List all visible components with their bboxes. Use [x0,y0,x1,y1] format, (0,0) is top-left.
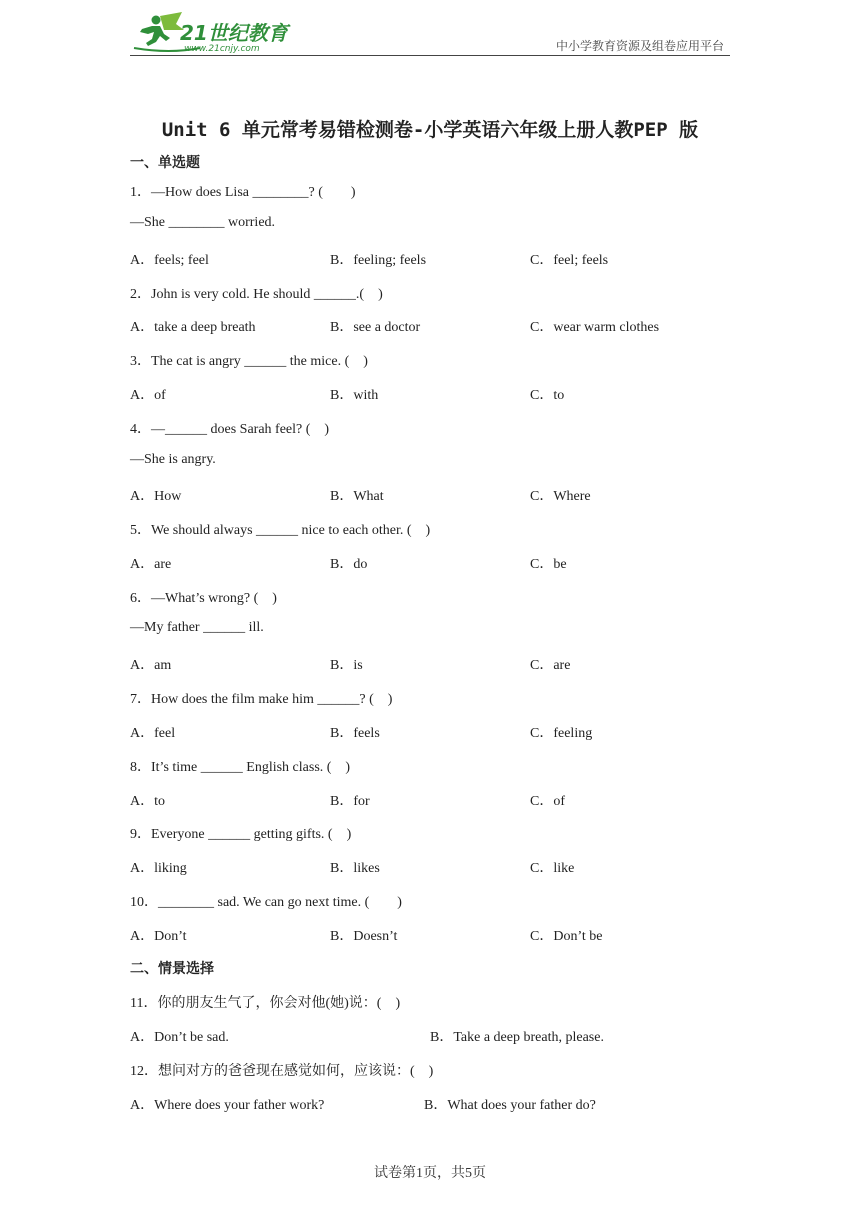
page-title: Unit 6 单元常考易错检测卷-小学英语六年级上册人教PEP 版 [161,119,699,141]
question-prompt: 5．We should always ______ nice to each other. ( ) [130,523,431,538]
option-c: C．of [530,794,565,809]
option-c: C．wear warm clothes [530,320,660,335]
option-b: B．Take a deep breath, please. [430,1030,604,1045]
option-c: C．feel; feels [530,253,609,268]
option-b: B．is [330,658,363,673]
option-c: C．Where [530,489,591,504]
option-c: C．be [530,557,567,572]
question-prompt: 7．How does the film make him ______? ( ) [130,692,393,707]
option-b: B．for [330,794,370,809]
page-footer: 试卷第1页，共5页 [374,1166,486,1181]
option-c: C．feeling [530,726,593,741]
question-subline: —She ________ worried. [130,215,276,230]
option-c: C．are [530,658,571,673]
site-logo [130,10,300,56]
question-prompt: 3．The cat is angry ______ the mice. ( ) [130,354,368,369]
option-b: B．What [330,489,384,504]
section-heading: 一、单选题 [130,155,200,171]
option-b: B．feels [330,726,380,741]
option-a: A．of [130,388,166,403]
header-divider [130,55,730,56]
option-a: A．feel [130,726,176,741]
question-prompt: 10．________ sad. We can go next time. ( ) [130,895,402,910]
option-a: A．How [130,489,182,504]
question-prompt: 12．想问对方的爸爸现在感觉如何，应该说：( ) [130,1064,434,1079]
option-a: A．am [130,658,172,673]
option-a: A．Don’t [130,929,187,944]
option-a: A．Don’t be sad. [130,1030,229,1045]
option-c: C．Don’t be [530,929,603,944]
option-a: A．are [130,557,172,572]
question-prompt: 1．—How does Lisa ________? ( ) [130,185,356,200]
option-b: B．with [330,388,379,403]
option-b: B．feeling; feels [330,253,427,268]
question-prompt: 8．It’s time ______ English class. ( ) [130,760,351,775]
question-prompt: 9．Everyone ______ getting gifts. ( ) [130,827,352,842]
option-b: B．What does your father do? [424,1098,596,1113]
option-b: B．do [330,557,368,572]
header-platform-text: 中小学教育资源及组卷应用平台 [555,39,724,53]
option-a: A．take a deep breath [130,320,256,335]
section-heading: 二、情景选择 [130,961,214,977]
logo-sub-text: www.21cnjy.com [184,44,260,54]
option-a: A．Where does your father work? [130,1098,325,1113]
question-prompt: 11．你的朋友生气了，你会对他(她)说：( ) [130,996,401,1011]
option-c: C．to [530,388,565,403]
question-subline: —She is angry. [130,452,216,467]
logo-main-text: 21世纪教育 [180,21,288,45]
option-b: B．likes [330,861,380,876]
question-prompt: 2．John is very cold. He should ______.( ) [130,287,383,302]
option-a: A．to [130,794,165,809]
runner-logo-icon [130,10,300,56]
option-c: C．like [530,861,575,876]
option-b: B．Doesn’t [330,929,398,944]
option-a: A．liking [130,861,187,876]
question-prompt: 6．—What’s wrong? ( ) [130,591,277,606]
question-prompt: 4．—______ does Sarah feel? ( ) [130,422,330,437]
option-b: B．see a doctor [330,320,421,335]
option-a: A．feels; feel [130,253,209,268]
question-subline: —My father ______ ill. [130,620,264,635]
